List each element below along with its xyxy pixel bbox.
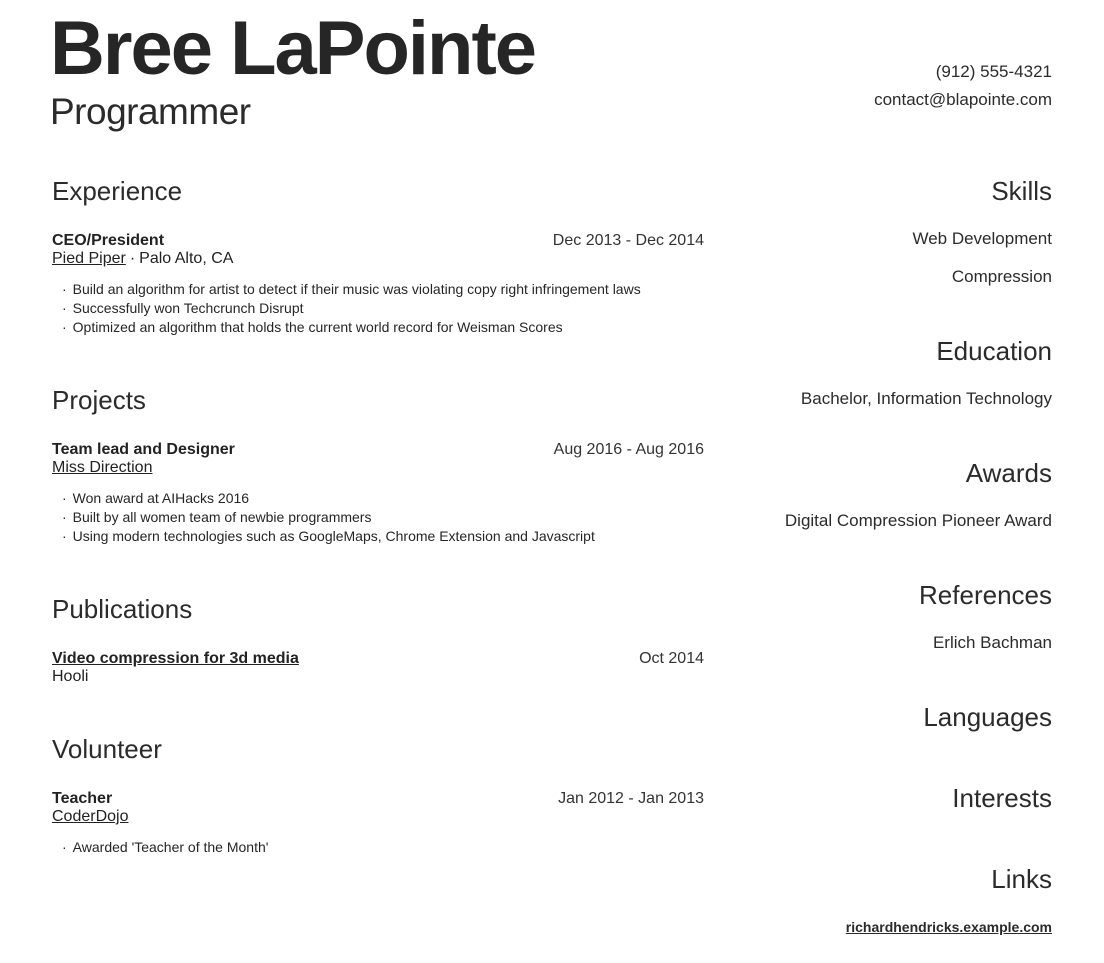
projects-bullet: [62, 508, 704, 527]
org-location-separator: ·: [129, 250, 136, 267]
experience-entry: [52, 232, 704, 337]
experience-entry-title: CEO/President: [52, 232, 165, 249]
publications-entry-header: [52, 650, 704, 668]
projects-entry-date: Aug 2016 - Aug 2016: [553, 441, 704, 458]
section-projects: [52, 385, 704, 546]
volunteer-bullet-list: [52, 838, 704, 857]
publications-entry-org-line: [52, 668, 704, 686]
section-links: [712, 864, 1052, 946]
experience-organization-link[interactable]: Pied Piper: [52, 250, 126, 267]
bullet-dot: ·: [62, 490, 67, 506]
experience-heading: Experience: [52, 176, 183, 206]
experience-location: Palo Alto, CA: [139, 250, 234, 267]
experience-bullet: [62, 299, 704, 318]
education-heading: Education: [936, 336, 1052, 366]
skill-item: Web Development: [912, 229, 1052, 248]
skills-heading: Skills: [991, 176, 1052, 206]
interests-heading: Interests: [952, 783, 1052, 813]
experience-entry-org-line: [52, 250, 704, 268]
publications-entry: [52, 650, 704, 686]
projects-bullet-list: [52, 489, 704, 546]
volunteer-entry: [52, 790, 704, 857]
experience-bullet-text: Optimized an algorithm that holds the current world record for Weisman Scores: [72, 319, 563, 335]
award-item: Digital Compression Pioneer Award: [784, 511, 1052, 530]
sidebar: [712, 176, 1052, 963]
section-skills: [712, 176, 1052, 296]
experience-bullet-list: [52, 280, 704, 337]
experience-entry-date: Dec 2013 - Dec 2014: [552, 232, 704, 249]
projects-entry-title: Team lead and Designer: [52, 441, 235, 458]
projects-entry-header: [52, 441, 704, 459]
links-heading: Links: [991, 864, 1052, 894]
publications-heading: Publications: [52, 594, 193, 624]
volunteer-entry-org-line: [52, 808, 704, 826]
volunteer-entry-header: [52, 790, 704, 808]
contact-block: [874, 58, 1052, 114]
skill-item: Compression: [951, 267, 1052, 286]
projects-bullet-text: Won award at AIHacks 2016: [72, 490, 250, 506]
section-interests: [712, 783, 1052, 813]
section-volunteer: [52, 734, 704, 857]
volunteer-bullet: [62, 838, 704, 857]
phone-number: (912) 555-4321: [935, 62, 1052, 81]
section-experience: [52, 176, 704, 337]
projects-bullet-text: Using modern technologies such as GoogleMaps, Chrome Extension and Javascript: [72, 528, 595, 544]
volunteer-bullet-text: Awarded 'Teacher of the Month': [72, 839, 269, 855]
publications-organization: Hooli: [52, 668, 89, 685]
projects-entry: [52, 441, 704, 546]
reference-item: Erlich Bachman: [932, 633, 1052, 652]
education-item: Bachelor, Information Technology: [800, 389, 1052, 408]
experience-bullet-text: Successfully won Techcrunch Disrupt: [72, 300, 304, 316]
projects-entry-org-line: [52, 459, 704, 477]
section-publications: [52, 594, 704, 686]
bullet-dot: ·: [62, 281, 67, 297]
website-link[interactable]: richardhendricks.example.com: [845, 919, 1052, 935]
experience-bullet-text: Build an algorithm for artist to detect if their music was violating copy right infringement laws: [72, 281, 641, 297]
bullet-dot: ·: [62, 528, 67, 544]
person-job-title: Programmer: [50, 91, 251, 133]
volunteer-entry-title: Teacher: [52, 790, 113, 807]
header: [50, 6, 535, 133]
main-column: [52, 176, 704, 905]
volunteer-organization-link[interactable]: CoderDojo: [52, 808, 129, 825]
bullet-dot: ·: [62, 300, 67, 316]
bullet-dot: ·: [62, 319, 67, 335]
volunteer-entry-date: Jan 2012 - Jan 2013: [558, 790, 704, 807]
email-address: contact@blapointe.com: [874, 90, 1052, 109]
experience-bullet: [62, 280, 704, 299]
projects-heading: Projects: [52, 385, 146, 415]
references-heading: References: [919, 580, 1052, 610]
bullet-dot: ·: [62, 839, 67, 855]
projects-bullet: [62, 527, 704, 546]
projects-bullet: [62, 489, 704, 508]
bullet-dot: ·: [62, 509, 67, 525]
projects-organization-link[interactable]: Miss Direction: [52, 459, 153, 476]
languages-heading: Languages: [923, 702, 1052, 732]
projects-bullet-text: Built by all women team of newbie programmers: [72, 509, 372, 525]
section-references: [712, 580, 1052, 662]
volunteer-heading: Volunteer: [52, 734, 162, 764]
section-education: [712, 336, 1052, 418]
experience-bullet: [62, 318, 704, 337]
section-languages: [712, 702, 1052, 732]
awards-heading: Awards: [965, 458, 1052, 488]
publication-title-link[interactable]: Video compression for 3d media: [52, 650, 299, 667]
section-awards: [712, 458, 1052, 540]
publications-entry-date: Oct 2014: [639, 650, 704, 667]
experience-entry-header: [52, 232, 704, 250]
person-name: Bree LaPointe: [50, 6, 536, 91]
